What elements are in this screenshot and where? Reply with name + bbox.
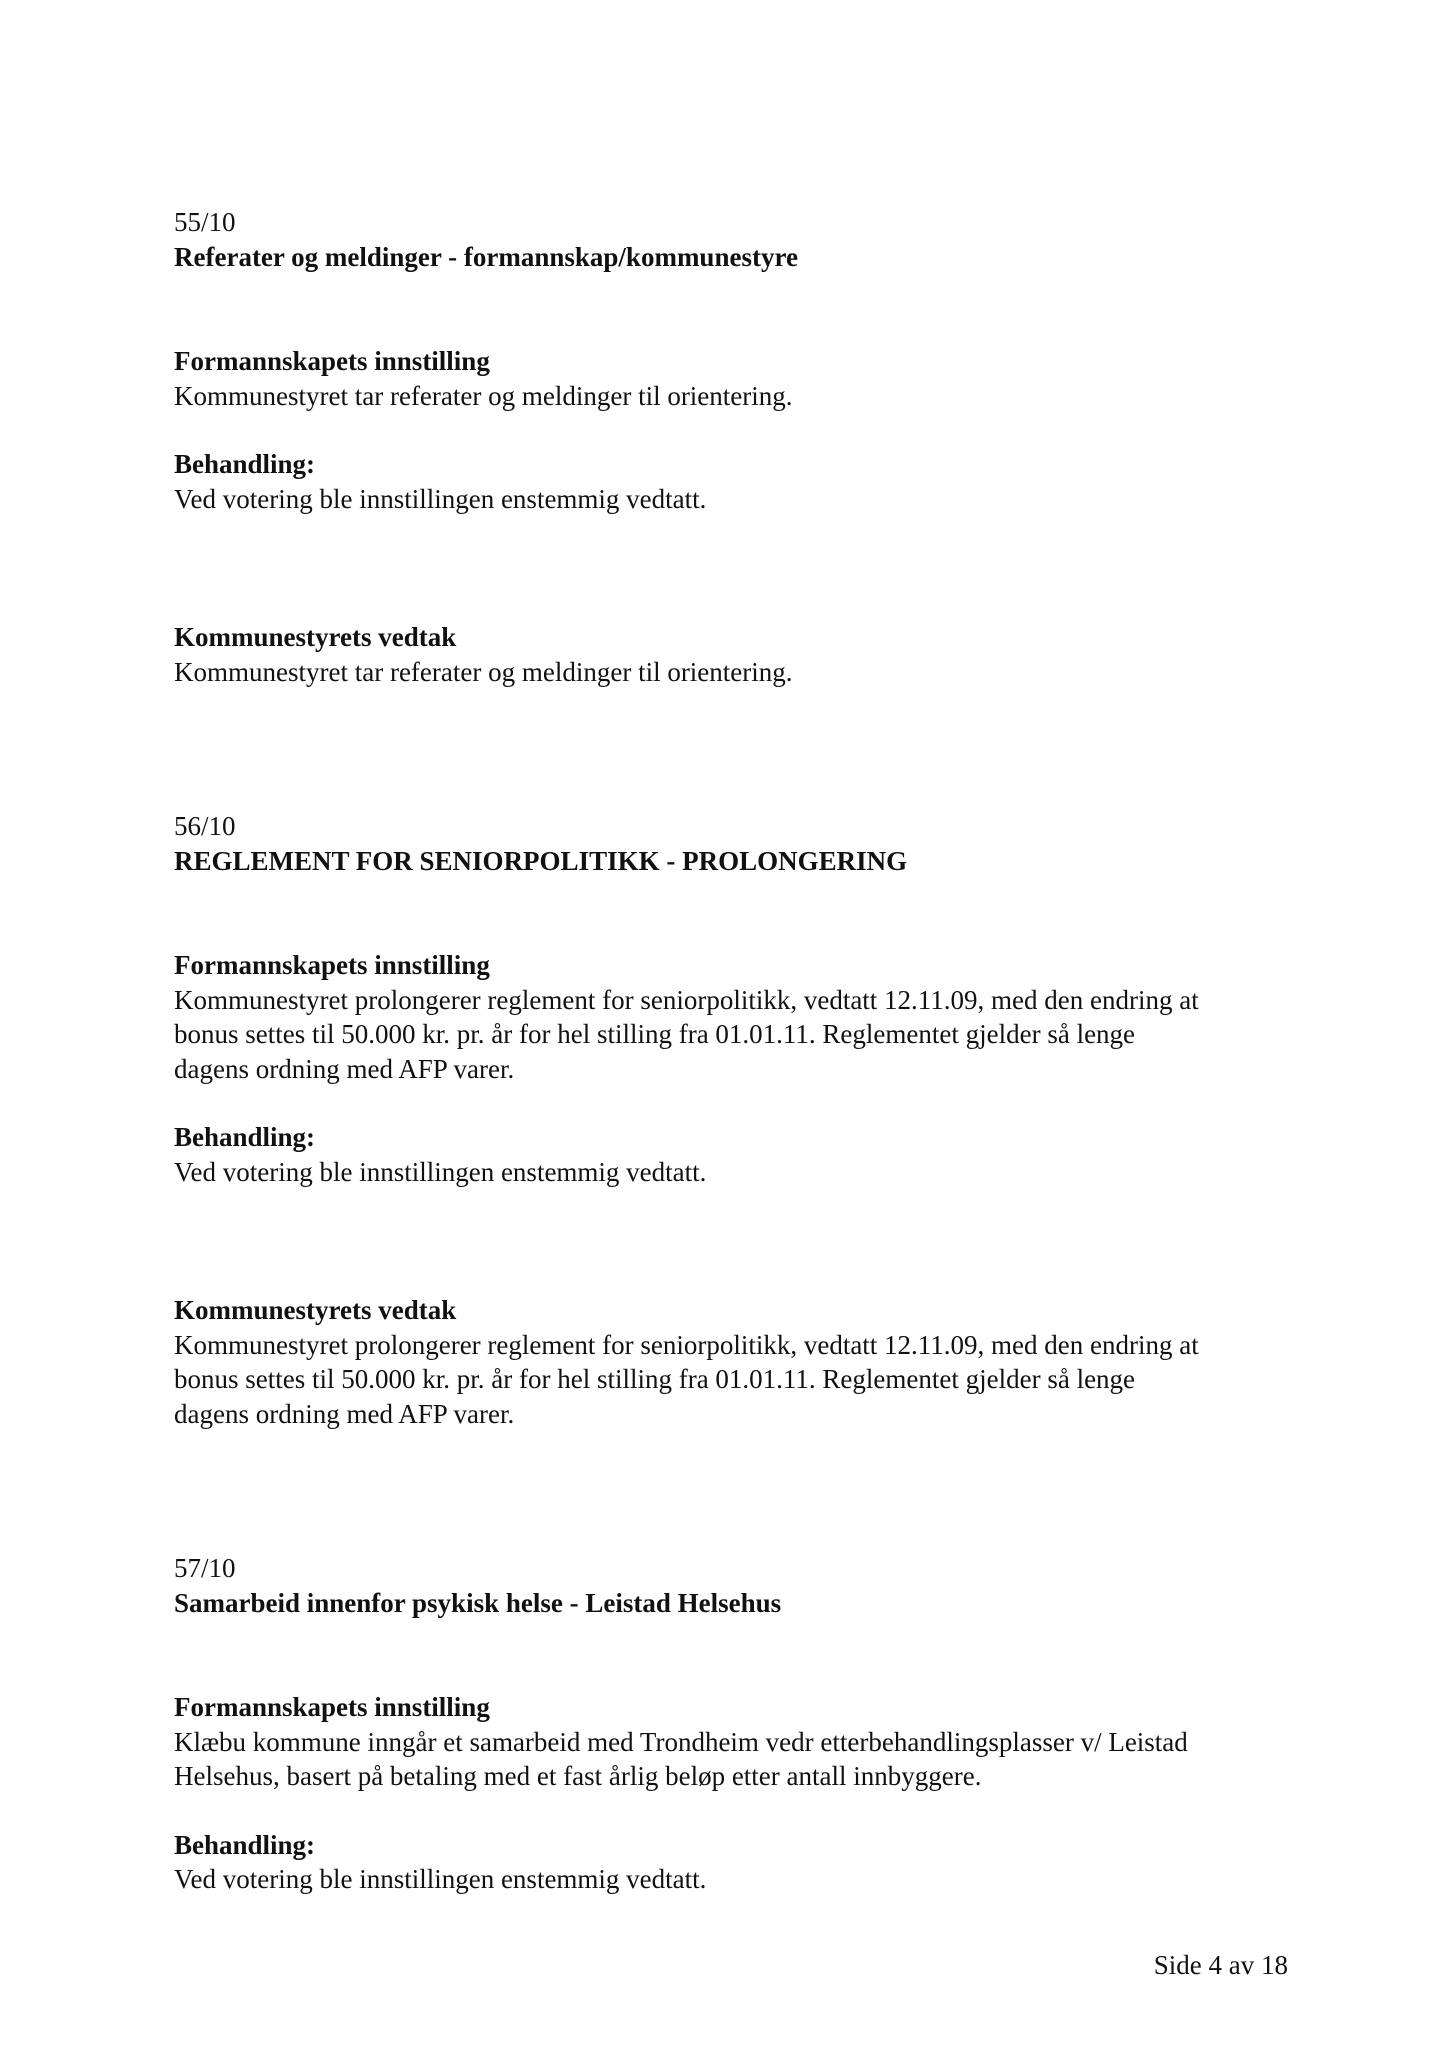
innstilling-line: Kommunestyret prolongerer reglement for seniorpolitikk, vedtatt 12.11.09, med den endring at bbox=[174, 984, 1199, 1015]
vedtak-heading: Kommunestyrets vedtak bbox=[174, 622, 457, 652]
vedtak-line: dagens ordning med AFP varer. bbox=[174, 1398, 515, 1429]
case-number: 55/10 bbox=[174, 207, 236, 237]
case-number: 56/10 bbox=[174, 811, 236, 841]
case-56-10 bbox=[174, 809, 1294, 1431]
case-title: REGLEMENT FOR SENIORPOLITIKK - PROLONGERING bbox=[174, 845, 908, 876]
behandling-heading: Behandling: bbox=[174, 1122, 316, 1152]
innstilling-line: Helsehus, basert på betaling med et fast årlig beløp etter antall innbyggere. bbox=[174, 1761, 982, 1791]
case-57-10 bbox=[174, 1551, 1294, 1897]
vedtak-heading: Kommunestyrets vedtak bbox=[174, 1295, 457, 1325]
behandling-text: Ved votering ble innstillingen enstemmig vedtatt. bbox=[174, 483, 707, 514]
innstilling-line: Klæbu kommune inngår et samarbeid med Trondheim vedr etterbehandlingsplasser v/ Leistad bbox=[174, 1726, 1188, 1757]
innstilling-line: bonus settes til 50.000 kr. pr. år for hel stilling fra 01.01.11. Reglementet gjelder så lenge bbox=[174, 1019, 1136, 1049]
vedtak-text: Kommunestyret tar referater og meldinger til orientering. bbox=[174, 656, 793, 687]
innstilling-text: Kommunestyret tar referater og meldinger til orientering. bbox=[174, 380, 793, 411]
innstilling-line: dagens ordning med AFP varer. bbox=[174, 1053, 515, 1084]
innstilling-heading: Formannskapets innstilling bbox=[174, 950, 490, 980]
behandling-heading: Behandling: bbox=[174, 1829, 316, 1860]
page-number-footer: Side 4 av 18 bbox=[1153, 1950, 1288, 1980]
innstilling-heading: Formannskapets innstilling bbox=[174, 1692, 490, 1722]
case-55-10 bbox=[174, 205, 1294, 689]
behandling-text: Ved votering ble innstillingen enstemmig vedtatt. bbox=[174, 1864, 707, 1894]
innstilling-heading: Formannskapets innstilling bbox=[174, 346, 490, 376]
case-title: Samarbeid innenfor psykisk helse - Leistad Helsehus bbox=[174, 1587, 782, 1618]
case-number: 57/10 bbox=[174, 1553, 236, 1583]
behandling-heading: Behandling: bbox=[174, 449, 316, 479]
document-page bbox=[174, 205, 1294, 1897]
vedtak-line: bonus settes til 50.000 kr. pr. år for hel stilling fra 01.01.11. Reglementet gjelder så lenge bbox=[174, 1364, 1136, 1394]
behandling-text: Ved votering ble innstillingen enstemmig vedtatt. bbox=[174, 1156, 707, 1187]
vedtak-line: Kommunestyret prolongerer reglement for seniorpolitikk, vedtatt 12.11.09, med den endring at bbox=[174, 1329, 1199, 1360]
case-title: Referater og meldinger - formannskap/kommunestyre bbox=[174, 241, 798, 272]
